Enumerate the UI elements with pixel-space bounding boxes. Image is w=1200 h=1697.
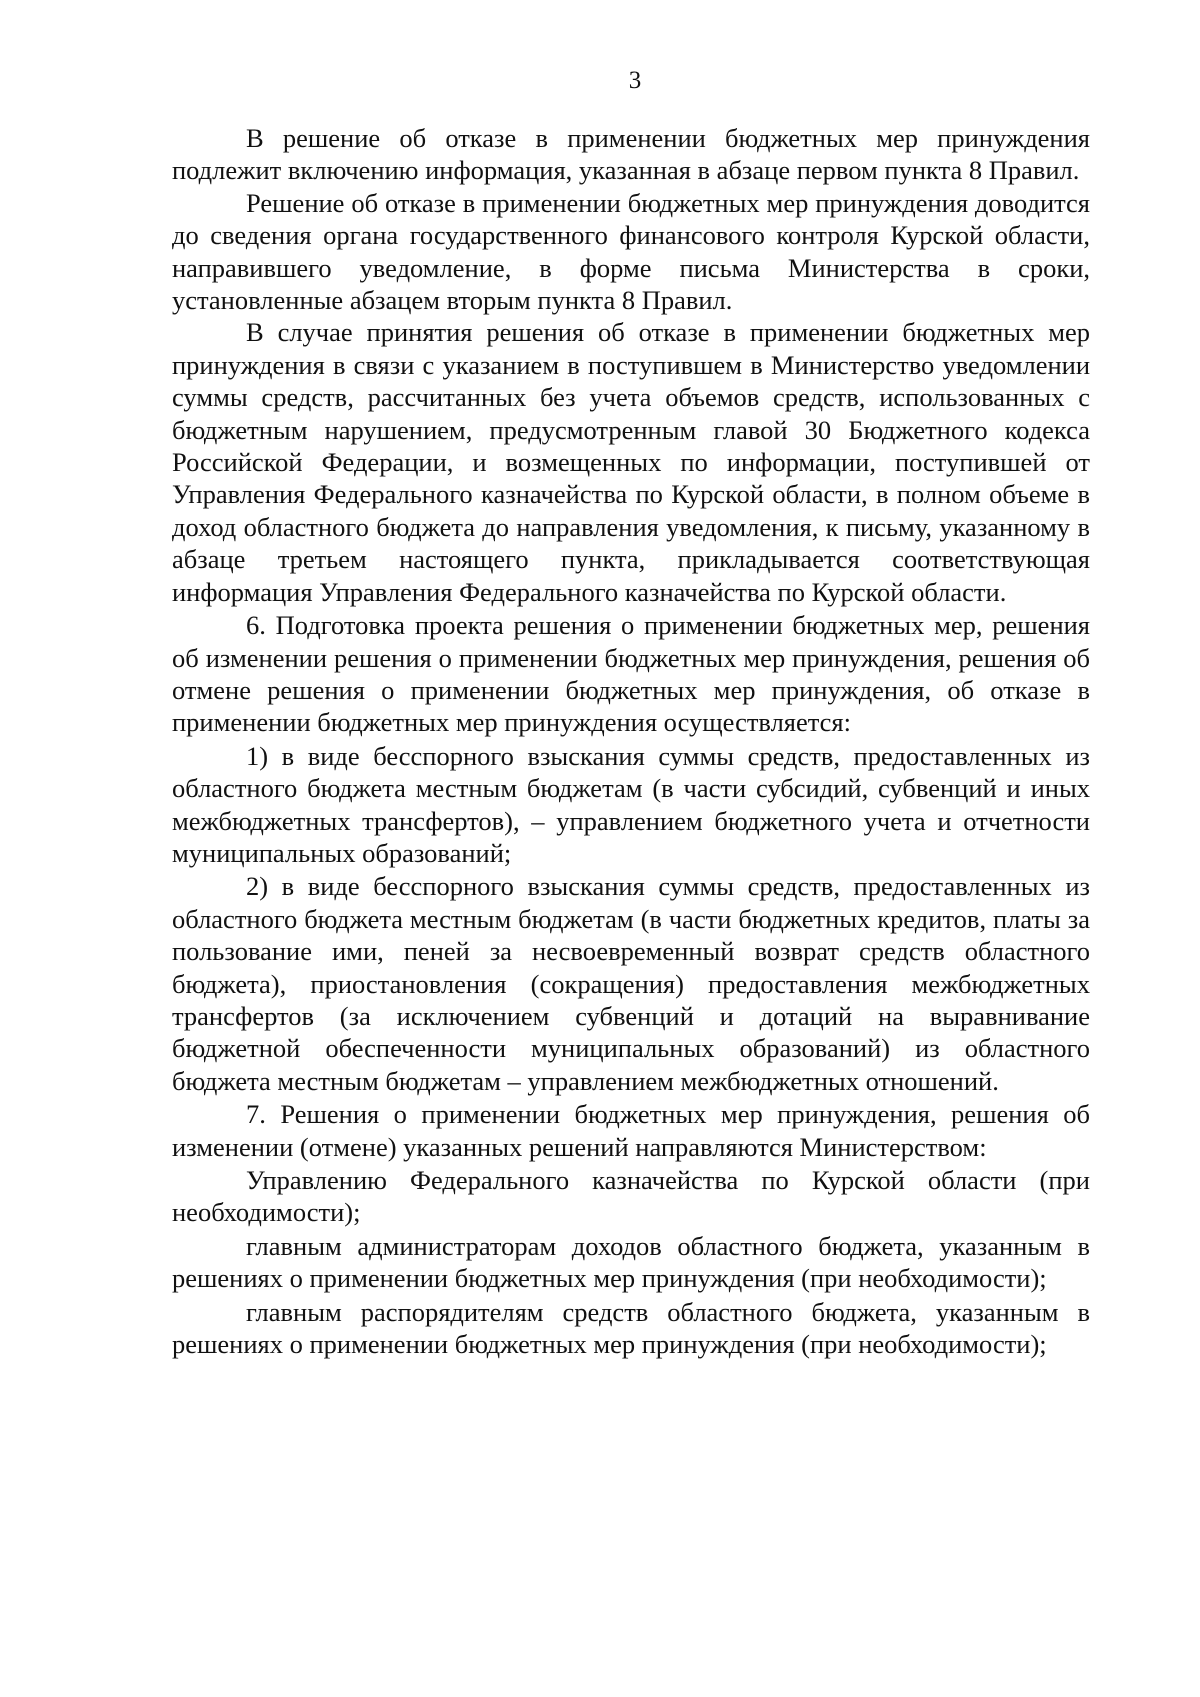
page-number: 3 [628,67,642,94]
document-body [172,122,1090,1360]
paragraph-refusal-case-attachment: В случае принятия решения об отказе в применении бюджетных мер принуждения в связи с указанием в поступившем в Министерство уведомлении суммы средств, рассчитанных без учета объемов средств, использованных с бюджетным нарушением, предусмотренным главой 30 Бюджетного кодекса Российской Федерации, и возмещенных по информации, поступившей от Управления Федерального казначейства по Курской области, в полном объеме в доход областного бюджета до направления уведомления, к письму, указанному в абзаце третьем настоящего пункта, прикладывается соответствующая информация Управления Федерального казначейства по Курской области. [172,317,1090,607]
paragraph-recipient-treasury: Управлению Федерального казначейства по Курской области (при необходимости); [172,1165,1090,1228]
paragraph-recipient-revenue-administrators: главным администраторам доходов областного бюджета, указанным в решениях о применении бюджетных мер принуждения (при необходимости); [172,1230,1090,1294]
paragraph-item-6-subitem-2: 2) в виде бесспорного взыскания суммы средств, предоставленных из областного бюджета местным бюджетам (в части бюджетных кредитов, платы за пользование ими, пеней за несвоевременный возврат средств областного бюджета), приостановления (сокращения) предоставления межбюджетных трансфертов (за исключением субвенций и дотаций на выравнивание бюджетной обеспеченности муниципальных образований) из областного бюджета местным бюджетам – управлением межбюджетных отношений. [172,871,1090,1096]
paragraph-item-6: 6. Подготовка проекта решения о применении бюджетных мер, решения об изменении решения о применении бюджетных мер принуждения, решения об отмене решения о применении бюджетных мер принуждения, об отказе в применении бюджетных мер принуждения осуществляется: [172,610,1090,738]
paragraph-refusal-decision-content: В решение об отказе в применении бюджетных мер принуждения подлежит включению информация, указанная в абзаце первом пункта 8 Правил. [172,123,1090,186]
paragraph-refusal-decision-notification: Решение об отказе в применении бюджетных мер принуждения доводится до сведения органа государственного финансового контроля Курской области, направившего уведомление, в форме письма Министерства в сроки, установленные абзацем вторым пункта 8 Правил. [172,187,1090,316]
paragraph-item-7: 7. Решения о применении бюджетных мер принуждения, решения об изменении (отмене) указанных решений направляются Министерством: [172,1099,1090,1162]
paragraph-item-6-subitem-1: 1) в виде бесспорного взыскания суммы средств, предоставленных из областного бюджета местным бюджетам (в части субсидий, субвенций и иных межбюджетных трансфертов), – управлением бюджетного учета и отчетности муниципальных образований; [172,740,1090,868]
paragraph-recipient-fund-managers: главным распорядителям средств областного бюджета, указанным в решениях о применении бюджетных мер принуждения (при необходимости); [172,1296,1090,1360]
